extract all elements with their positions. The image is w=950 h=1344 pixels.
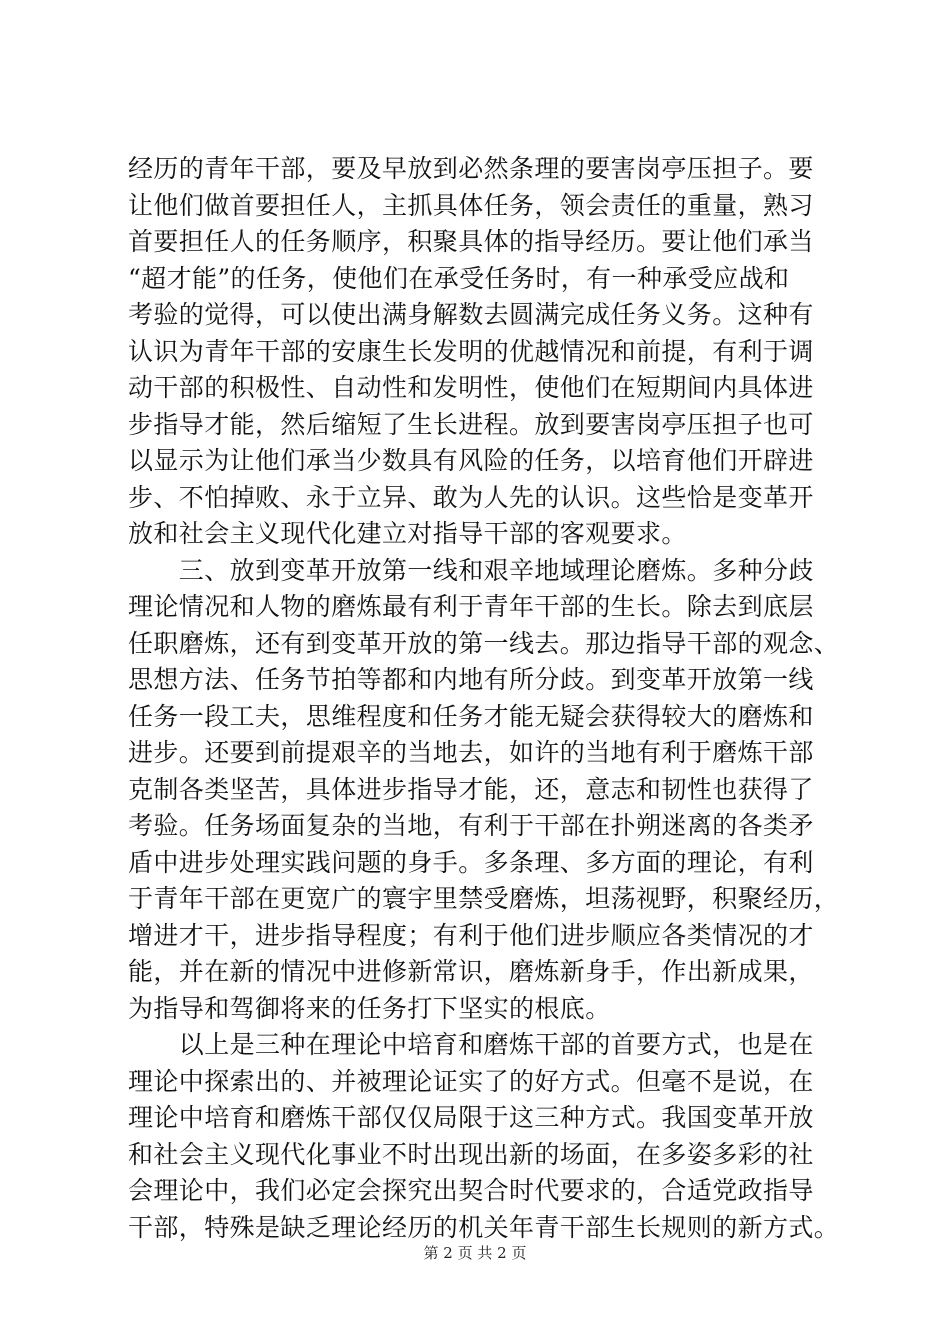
text-line: 思想方法、任务节拍等都和内地有所分歧。到变革开放第一线 — [128, 665, 814, 694]
text-line: 克制各类坚苦，具体进步指导才能，还，意志和韧性也获得了 — [128, 774, 814, 804]
text-line: 放和社会主义现代化建立对指导干部的客观要求。 — [128, 519, 687, 548]
text-line: 盾中进步处理实践问题的身手。多条理、多方面的理论，有利 — [128, 847, 814, 877]
text-line: 于青年干部在更宽广的寰宇里禁受磨炼，坦荡视野，积聚经历， — [128, 884, 840, 913]
text-line: 以上是三种在理论中培育和磨炼干部的首要方式，也是在 — [128, 1030, 814, 1059]
text-line: 能，并在新的情况中进修新常识，磨炼新身手，作出新成果， — [128, 957, 814, 986]
text-line: 三、放到变革开放第一线和艰辛地域理论磨炼。多种分歧 — [128, 555, 814, 585]
text-line: 会理论中，我们必定会探究出契合时代要求的，合适党政指导 — [128, 1176, 814, 1205]
text-line: 任职磨炼，还有到变革开放的第一线去。那边指导干部的观念、 — [128, 628, 840, 658]
text-line: 让他们做首要担任人，主抓具体任务，领会责任的重量，熟习 — [128, 190, 814, 220]
text-line: 考验。任务场面复杂的当地，有利于干部在扑朔迷离的各类矛 — [128, 811, 814, 840]
text-line: 以显示为让他们承当少数具有风险的任务，以培育他们开辟进 — [128, 446, 814, 475]
text-line: 步指导才能，然后缩短了生长进程。放到要害岗亭压担子也可 — [128, 409, 814, 439]
text-line: 增进才干，进步指导程度；有利于他们进步顺应各类情况的才 — [128, 920, 814, 950]
text-line: 经历的青年干部，要及早放到必然条理的要害岗亭压担子。要 — [128, 154, 814, 183]
text-line: 首要担任人的任务顺序，积聚具体的指导经历。要让他们承当 — [128, 227, 814, 256]
text-line: “超才能”的任务，使他们在承受任务时，有一种承受应战和 — [128, 263, 790, 293]
body-text — [128, 151, 840, 1246]
text-line: 认识为青年干部的安康生长发明的优越情况和前提，有利于调 — [128, 336, 814, 366]
text-line: 理论情况和人物的磨炼最有利于青年干部的生长。除去到底层 — [128, 592, 814, 621]
text-line: 考验的觉得，可以使出满身解数去圆满完成任务义务。这种有 — [128, 300, 814, 329]
text-line: 理论中探索出的、并被理论证实了的好方式。但毫不是说，在 — [128, 1066, 814, 1096]
text-line: 进步。还要到前提艰辛的当地去，如许的当地有利于磨炼干部 — [128, 738, 814, 767]
text-line: 干部，特殊是缺乏理论经历的机关年青干部生长规则的新方式。 — [128, 1212, 840, 1242]
text-line: 步、不怕掉败、永于立异、敢为人先的认识。这些恰是变革开 — [128, 482, 814, 512]
text-line: 任务一段工夫，思维程度和任务才能无疑会获得较大的磨炼和 — [128, 701, 814, 731]
text-line: 为指导和驾御将来的任务打下坚实的根底。 — [128, 993, 611, 1023]
text-line: 和社会主义现代化事业不时出现出新的场面，在多姿多彩的社 — [128, 1139, 814, 1169]
text-line: 理论中培育和磨炼干部仅仅局限于这三种方式。我国变革开放 — [128, 1103, 814, 1132]
text-line: 动干部的积极性、自动性和发明性，使他们在短期间内具体进 — [128, 373, 814, 402]
page-footer: 第 2 页 共 2 页 — [423, 1244, 527, 1262]
